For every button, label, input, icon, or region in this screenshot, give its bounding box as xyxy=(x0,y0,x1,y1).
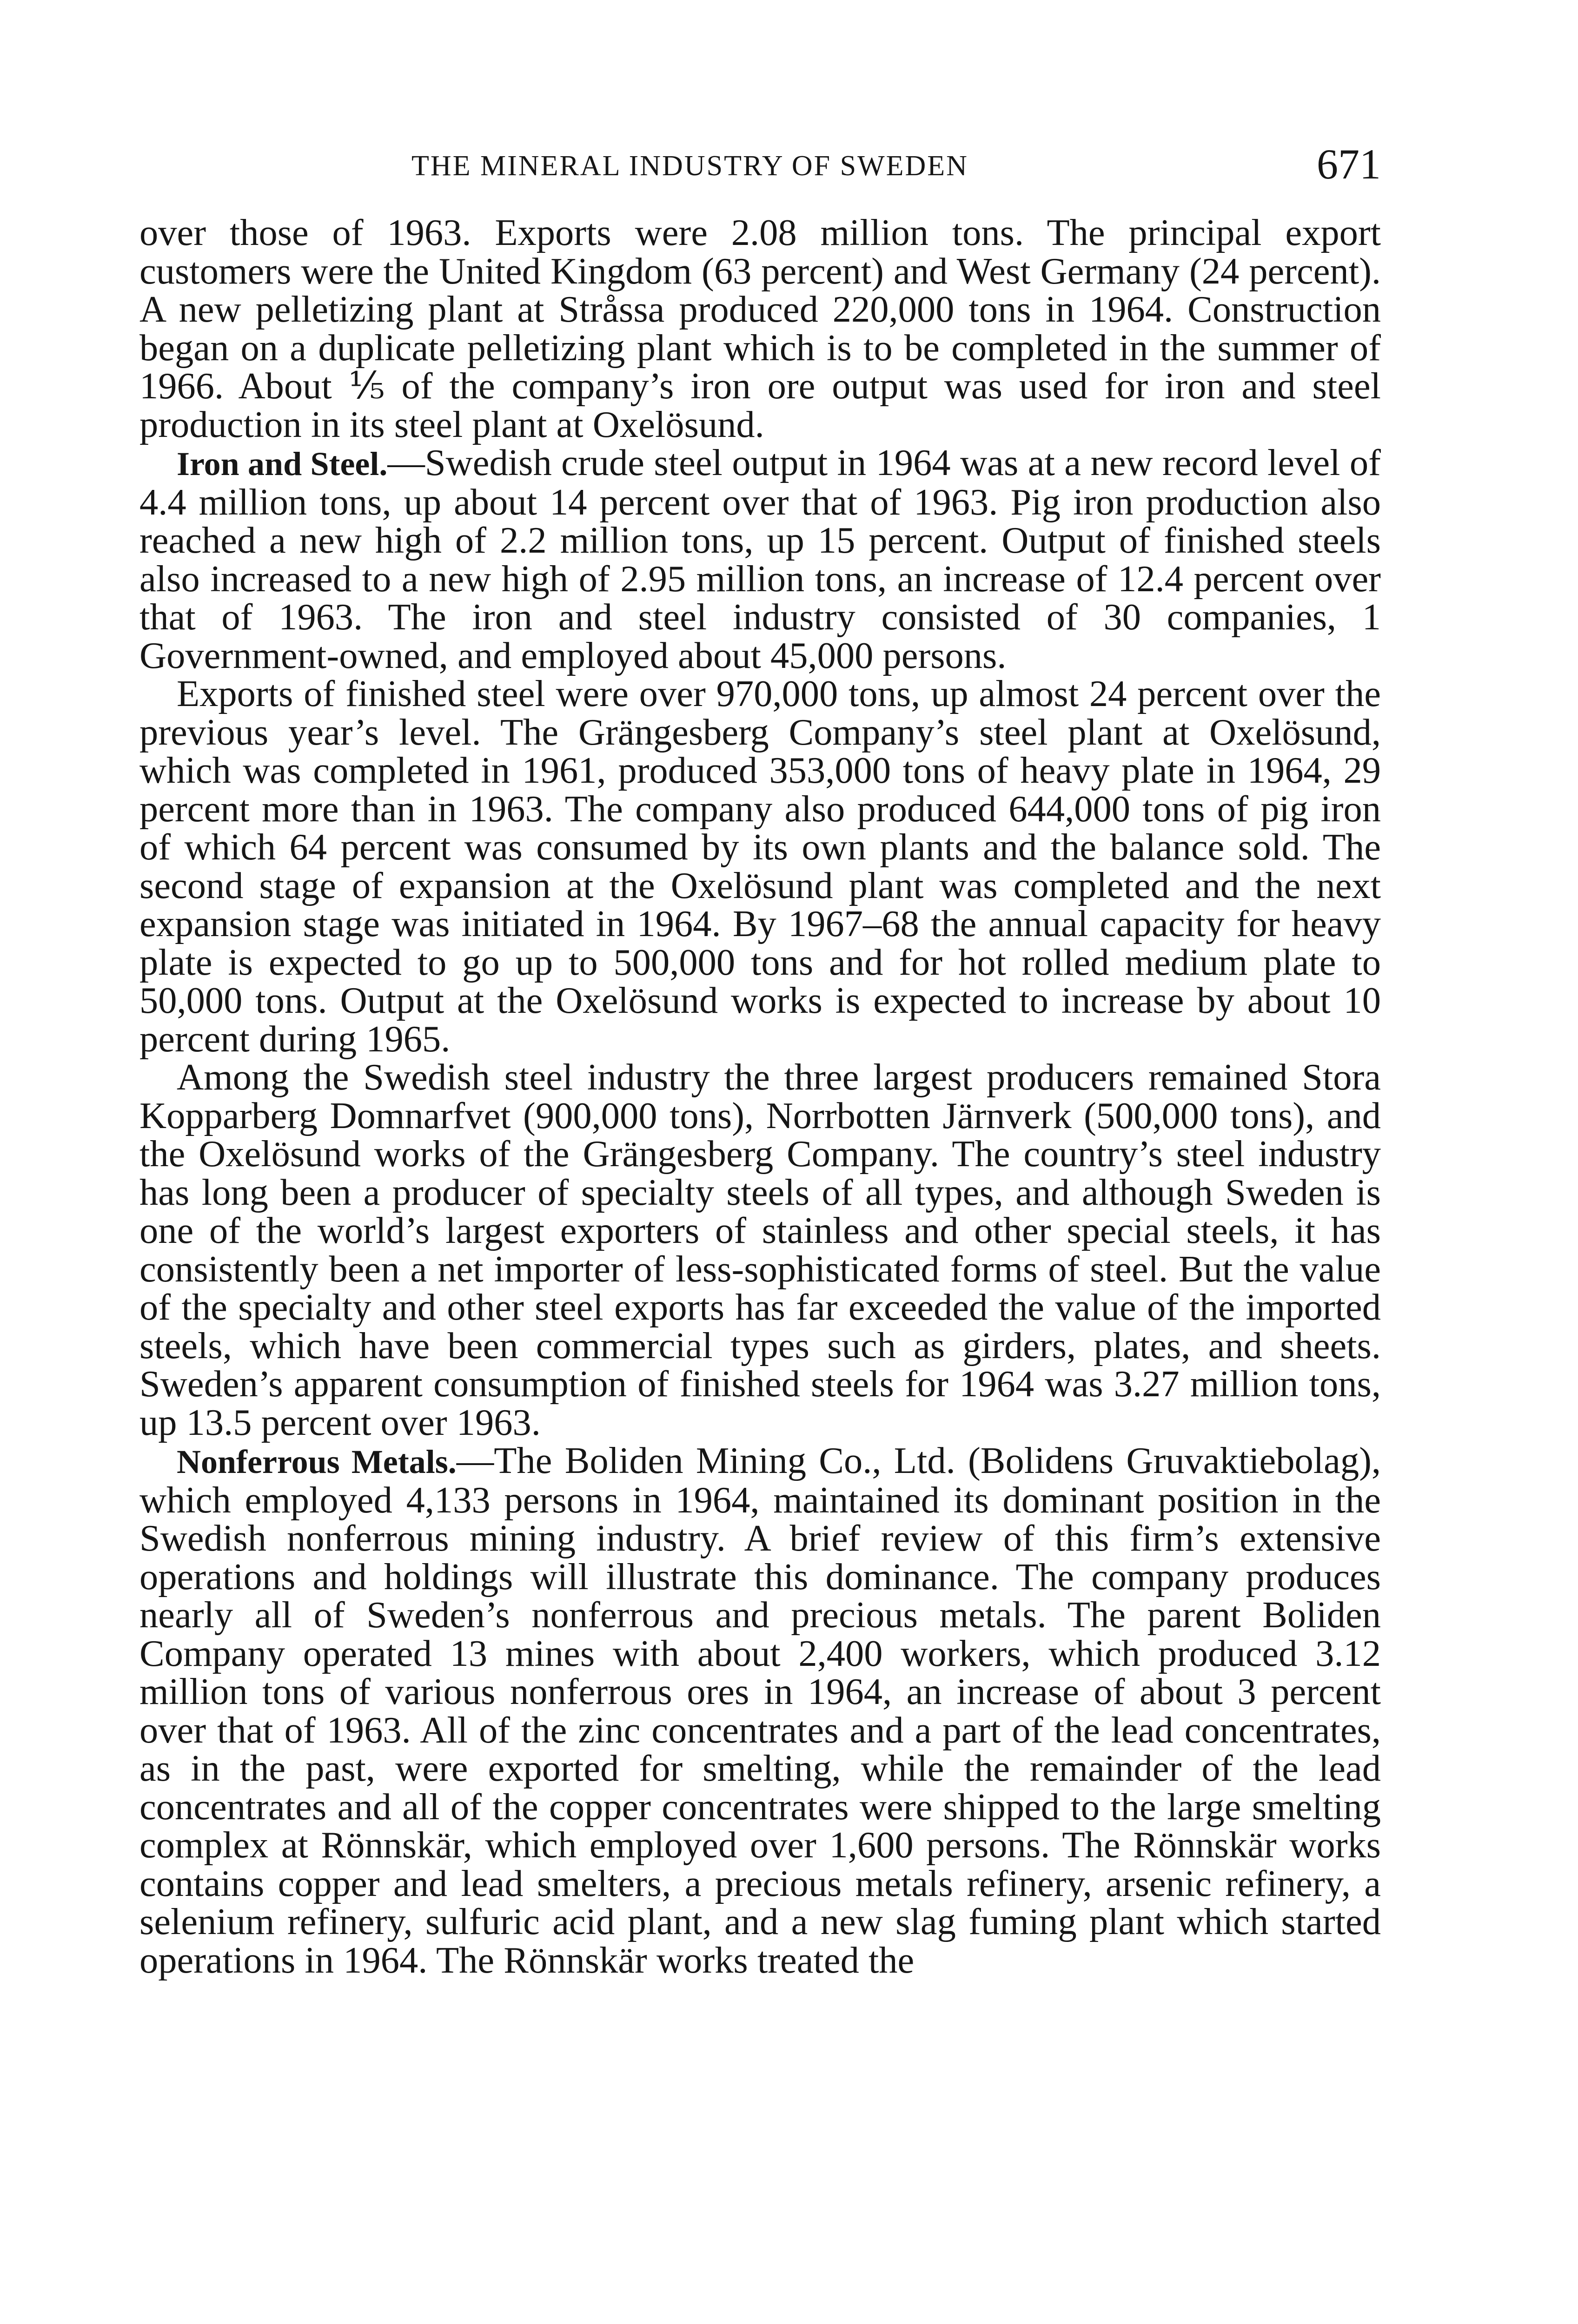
paragraph-text: —The Boliden Mining Co., Ltd. (Bolidens Gruvaktiebolag), which employed 4,133 persons in 1964, maintained its dominant position in the Swedish nonferrous mining industry. A brief review of this firm’s extensive operations and holdings will illustrate this dominance. The company produces nearly all of Sweden’s nonferrous and precious metals. The parent Boliden Company operated 13 mines with about 2,400 workers, which produced 3.12 million tons of various nonferrous ores in 1964, an increase of about 3 percent over that of 1963. All of the zinc concentrates and a part of the lead concentrates, as in the past, were exported for smelting, while the remainder of the lead concentrates and all of the copper concentrates were shipped to the large smelting complex at Rönnskär, which employed over 1,600 persons. The Rönnskär works contains copper and lead smelters, a precious metals refinery, arsenic refinery, a selenium refinery, sulfuric acid plant, and a new slag fuming plant which started operations in 1964. The Rönnskär works treated the xyxy=(139,1440,1381,1981)
paragraph-text: Exports of finished steel were over 970,000 tons, up almost 24 percent over the previous year’s level. The Grängesberg Company’s steel plant at Oxelösund, which was completed in 1961, produced 353,000 tons of heavy plate in 1964, 29 percent more than in 1963. The company also produced 644,000 tons of pig iron of which 64 percent was consumed by its own plants and the balance sold. The second stage of expansion at the Oxelösund plant was completed and the next expansion stage was initiated in 1964. By 1967–68 the annual capacity for heavy plate is expected to go up to 500,000 tons and for hot rolled medium plate to 50,000 tons. Output at the Oxelösund works is expected to increase by about 10 percent during 1965. xyxy=(139,673,1381,1060)
paragraph-text: Among the Swedish steel industry the three largest producers remained Stora Kopparberg Domnarfvet (900,000 tons), Norrbotten Järnverk (500,000 tons), and the Oxelösund works of the Grängesberg Company. The country’s steel industry has long been a producer of specialty steels of all types, and although Sweden is one of the world’s largest exporters of stainless and other special steels, it has consistently been a net importer of less-sophisticated forms of steel. But the value of the specialty and other steel exports has far exceeded the value of the imported steels, which have been commercial types such as girders, plates, and sheets. Sweden’s apparent consumption of finished steels for 1964 was 3.27 million tons, up 13.5 percent over 1963. xyxy=(139,1056,1381,1443)
paragraph-nonferrous-metals xyxy=(139,1442,1381,1980)
paragraph-iron-and-steel xyxy=(139,444,1381,675)
side-heading-nonferrous-metals: Nonferrous Metals. xyxy=(177,1443,457,1480)
page-number: 671 xyxy=(1317,140,1381,188)
paragraph-continuation xyxy=(139,214,1381,444)
running-title: THE MINERAL INDUSTRY OF SWEDEN xyxy=(411,150,968,182)
body-text xyxy=(139,214,1381,1980)
paragraph-text: —Swedish crude steel output in 1964 was at a new record level of 4.4 million tons, up about 14 percent over that of 1963. Pig iron production also reached a new high of 2.2 million tons, up 15 percent. Output of finished steels also increased to a new high of 2.95 million tons, an increase of 12.4 percent over that of 1963. The iron and steel industry consisted of 30 companies, 1 Government-owned, and employed about 45,000 persons. xyxy=(139,442,1381,676)
paragraph-exports xyxy=(139,675,1381,1058)
paragraph-text: over those of 1963. Exports were 2.08 million tons. The principal export customers were the United Kingdom (63 percent) and West Germany (24 percent). A new pelletizing plant at Stråssa produced 220,000 tons in 1964. Construction began on a duplicate pelletizing plant which is to be completed in the summer of 1966. About ⅕ of the company’s iron ore output was used for iron and steel production in its steel plant at Oxelösund. xyxy=(139,212,1381,445)
paragraph-producers xyxy=(139,1058,1381,1442)
page xyxy=(139,139,1381,1980)
side-heading-iron-and-steel: Iron and Steel. xyxy=(177,445,388,482)
running-head xyxy=(139,139,1381,200)
